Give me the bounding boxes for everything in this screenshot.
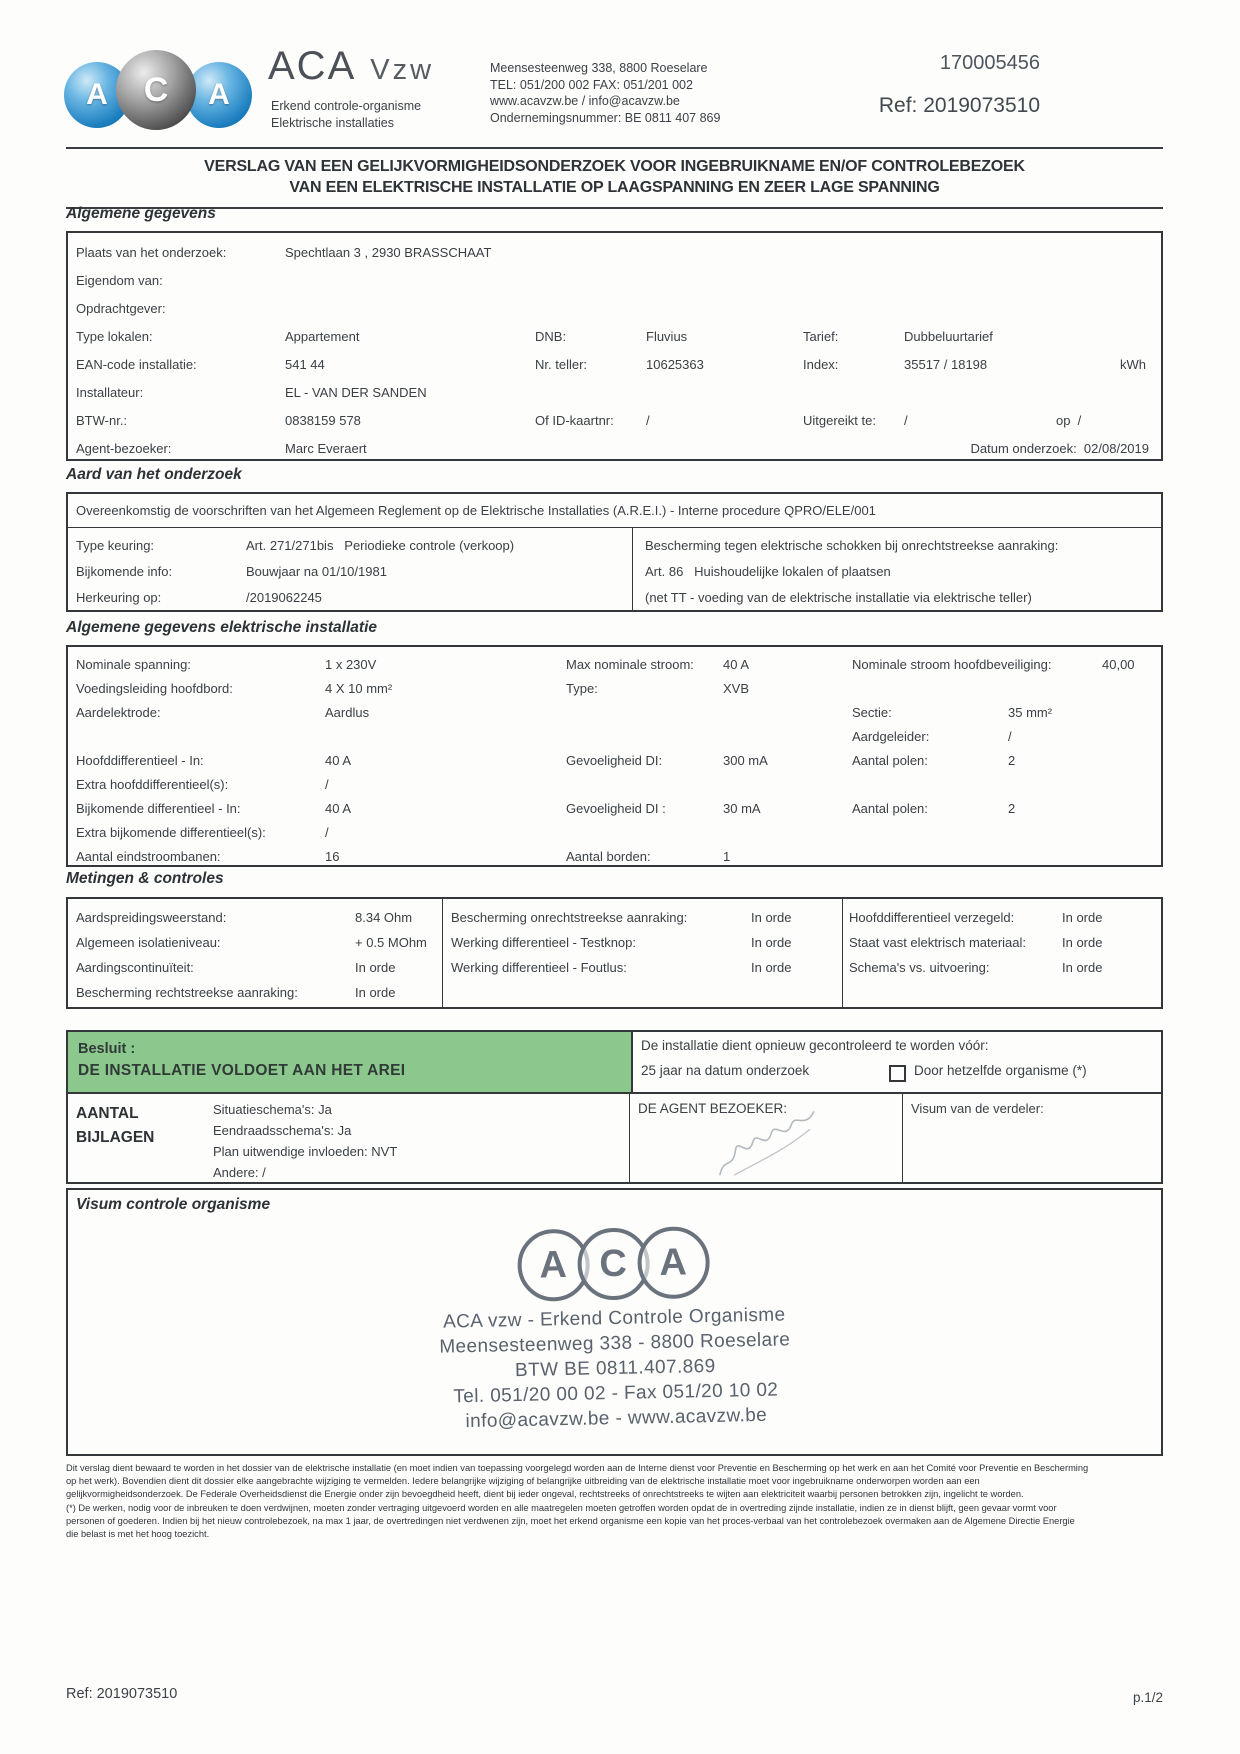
- field-label: Bescherming rechtstreekse aanraking:: [76, 985, 298, 1000]
- company-address-block: [490, 60, 720, 126]
- report-title-line2: VAN EEN ELEKTRISCHE INSTALLATIE OP LAAGSPANNING EN ZEER LAGE SPANNING: [289, 179, 940, 196]
- address-line: Meensesteenweg 338, 8800 Roeselare: [490, 61, 708, 75]
- footnote-line: op het werk). Bovendien dient dit dossier elke aangebrachte wijziging te vermelden. Iedere belangrijke wijziging of belangrijke uitbreiding van de elektrische installatie moet voor ingebruikname onderworpen worden aan een: [66, 1476, 980, 1487]
- metingen-column-2: [443, 899, 843, 1007]
- field-value: 1: [723, 849, 731, 864]
- aard-columns: [68, 528, 1161, 611]
- aard-intro-text: Overeenkomstig de voorschriften van het Algemeen Reglement op de Elektrische Installaties (A.R.E.I.) - Interne procedure QPRO/ELE/001: [68, 494, 1161, 528]
- table-row: [843, 955, 1161, 980]
- field-value: In orde: [355, 960, 396, 975]
- field-value: Appartement: [285, 329, 360, 344]
- field-label: Nominale stroom hoofdbeveiliging:: [852, 657, 1052, 672]
- field-value: 2: [1008, 753, 1016, 768]
- stamp-text-line: ACA vzw - Erkend Controle Organisme: [442, 1304, 786, 1333]
- recheck-period: 25 jaar na datum onderzoek: [641, 1063, 810, 1078]
- field-value: Bouwjaar na 01/10/1981: [246, 564, 387, 579]
- field-value: In orde: [751, 935, 792, 950]
- field-label: Type lokalen:: [76, 329, 153, 344]
- table-row: [68, 585, 632, 611]
- algemene-gegevens-box: [66, 231, 1163, 461]
- table-row: [68, 435, 1161, 463]
- field-value: /: [325, 825, 329, 840]
- table-row: [68, 797, 1161, 821]
- field-label: Herkeuring op:: [76, 590, 162, 605]
- field-value: 35517 / 18198: [904, 357, 988, 372]
- field-value: In orde: [1062, 935, 1103, 950]
- footnote-line: personen of goederen. Indien bij het nieuw controlebezoek, na max 1 jaar, de overtredingen niet verdwenen zijn, moet het erkend organisme een kopie van het proces-verbaal van het controlebezoek overmaken aan de Algemene Directie Energie: [66, 1515, 1075, 1526]
- field-value: In orde: [751, 910, 792, 925]
- field-value: 541 44: [285, 357, 325, 372]
- field-label: Extra hoofddifferentieel(s):: [76, 777, 229, 792]
- bijlagen-title-line: AANTAL: [76, 1105, 139, 1122]
- same-organism-checkbox-icon: [889, 1065, 906, 1082]
- footnote-line: gelijkvormigheidsonderzoek. De Federale Overheidsdienst die Energie onder zijn bevoegdheid heeft, dient bij ieder ongeval, rechtstreeks of onrechtstreeks te wijten aan elektriciteit waarbij personen betrokken zijn, ingelicht te worden.: [66, 1489, 1024, 1500]
- aard-onderzoek-box: [66, 492, 1163, 612]
- field-value: + 0.5 MOhm: [355, 935, 427, 950]
- stamp-text-line: info@acavzw.be - www.acavzw.be: [465, 1404, 768, 1433]
- aca-stamp: [66, 1217, 1163, 1443]
- field-label: Gevoeligheid DI :: [566, 801, 666, 816]
- address-line: Ondernemingsnummer: BE 0811 407 869: [490, 110, 721, 125]
- table-row: [68, 295, 1161, 323]
- table-row: [68, 533, 632, 559]
- field-value: 30 mA: [723, 801, 761, 816]
- table-row: [68, 677, 1161, 701]
- table-row: [68, 379, 1161, 407]
- field-label: Algemeen isolatieniveau:: [76, 935, 221, 950]
- metingen-controles-box: [66, 897, 1163, 1009]
- field-value: In orde: [1062, 960, 1103, 975]
- section-heading-metingen-controles: Metingen & controles: [66, 870, 224, 887]
- logo-sphere-blue-right-icon: [186, 62, 252, 128]
- footnote-line: (*) De werken, nodig voor de inbreuken te doen verdwijnen, moeten zonder vertraging uitgevoerd worden en alle maatregelen moeten getroffen worden opdat de in overtreding zijnde installatie, indien ze in dienst blijft, geen gevaar vormt voor: [66, 1502, 1057, 1513]
- bijlagen-cell: [68, 1094, 630, 1182]
- stamp-text-line: Tel. 051/20 00 02 - Fax 051/20 10 02: [453, 1379, 779, 1408]
- field-label: Max nominale stroom:: [566, 657, 694, 672]
- stamp-letter: C: [598, 1242, 628, 1285]
- company-name: [268, 44, 434, 89]
- legal-footnote: [66, 1462, 1176, 1541]
- field-value: 40 A: [723, 657, 750, 672]
- table-row: [68, 749, 1161, 773]
- footnote-line: Dit verslag dient bewaard te worden in het dossier van de elektrische installatie (en moet indien van toepassing voorgelegd worden aan de Interne dienst voor Preventie en Bescherming op het werk en aan het Comité voor Preventie en Bescherming: [66, 1463, 1089, 1473]
- field-label: Type keuring:: [76, 538, 155, 553]
- table-row: [443, 905, 842, 930]
- field-label: Werking differentieel - Testknop:: [451, 935, 636, 950]
- field-value: /2019062245: [246, 590, 322, 605]
- list-item: Eendraadsschema's: Ja: [213, 1123, 352, 1138]
- stamp-text-line: BTW BE 0811.407.869: [514, 1355, 716, 1382]
- field-label: Aardelektrode:: [76, 705, 161, 720]
- aca-logo: [64, 42, 264, 142]
- company-subtitle: [271, 98, 421, 132]
- field-value: Fluvius: [646, 329, 688, 344]
- field-label: Schema's vs. uitvoering:: [849, 960, 990, 975]
- report-title-line1: VERSLAG VAN EEN GELIJKVORMIGHEIDSONDERZOEK VOOR INGEBRUIKNAME EN/OF CONTROLEBEZOEK: [204, 158, 1025, 175]
- company-subtitle-line: Erkend controle-organisme: [271, 99, 422, 113]
- logo-letter: A: [208, 78, 230, 111]
- field-value: EL - VAN DER SANDEN: [285, 385, 427, 400]
- field-label: Voedingsleiding hoofdbord:: [76, 681, 233, 696]
- table-row: [68, 351, 1161, 379]
- field-label: Aantal eindstroombanen:: [76, 849, 221, 864]
- field-value: 0838159 578: [285, 413, 361, 428]
- table-row: [68, 930, 442, 955]
- address-line: TEL: 051/200 002 FAX: 051/201 002: [490, 77, 693, 92]
- field-label: Nr. teller:: [535, 357, 588, 372]
- field-label: Installateur:: [76, 385, 144, 400]
- logo-letter: C: [143, 70, 169, 109]
- protection-line: Art. 86 Huishoudelijke lokalen of plaatsen: [645, 564, 891, 579]
- field-unit: kWh: [1120, 357, 1146, 372]
- field-value: Spechtlaan 3 , 2930 BRASSCHAAT: [285, 245, 492, 260]
- field-label: Bijkomende info:: [76, 564, 173, 579]
- field-label: Agent-bezoeker:: [76, 441, 172, 456]
- table-row: [443, 955, 842, 980]
- bijlagen-row: [66, 1094, 1163, 1184]
- field-value: Art. 271/271bis Periodieke controle (verkoop): [246, 538, 515, 553]
- besluit-row: [66, 1030, 1163, 1094]
- address-line: www.acavzw.be / info@acavzw.be: [490, 94, 680, 108]
- bijlagen-title-line: BIJLAGEN: [76, 1129, 155, 1146]
- list-item: Andere: /: [213, 1165, 266, 1180]
- bijlagen-items: [213, 1099, 397, 1183]
- field-value: 300 mA: [723, 753, 768, 768]
- field-label: Aantal polen:: [852, 753, 928, 768]
- logo-sphere-gray-center-icon: [116, 50, 196, 130]
- field-value: /: [1008, 729, 1012, 744]
- footnote-line: die belast is met het hoog toezicht.: [66, 1529, 210, 1540]
- field-value: 4 X 10 mm²: [325, 681, 393, 696]
- field-value: Aardlus: [325, 705, 370, 720]
- aard-left-column: [68, 528, 633, 611]
- table-row: [443, 930, 842, 955]
- bijlagen-title: [76, 1102, 154, 1150]
- visum-controle-box: [66, 1188, 1163, 1456]
- field-label: Sectie:: [852, 705, 892, 720]
- protection-line: (net TT - voeding van de elektrische installatie via elektrische teller): [645, 590, 1032, 605]
- field-label: Aantal polen:: [852, 801, 928, 816]
- agent-signature-cell: [630, 1094, 903, 1182]
- same-organism-checkbox-label: Door hetzelfde organisme (*): [914, 1063, 1087, 1078]
- stamp-letter: A: [658, 1240, 688, 1284]
- field-value: /: [646, 413, 650, 428]
- field-label: Aardingscontinuïteit:: [76, 960, 194, 975]
- field-label: Aardspreidingsweerstand:: [76, 910, 227, 925]
- footer-page-number: p.1/2: [1132, 1690, 1163, 1705]
- field-value: XVB: [723, 681, 750, 696]
- besluit-result-text: DE INSTALLATIE VOLDOET AAN HET AREI: [78, 1062, 406, 1079]
- field-label: Gevoeligheid DI:: [566, 753, 663, 768]
- table-row: [843, 930, 1161, 955]
- table-row: [68, 821, 1161, 845]
- field-label: Plaats van het onderzoek:: [76, 245, 227, 260]
- section-heading-algemene-gegevens: Algemene gegevens: [66, 205, 216, 222]
- document-number: 170005456: [939, 52, 1040, 74]
- table-row: [68, 845, 1161, 869]
- table-row: [68, 267, 1161, 295]
- field-label: Eigendom van:: [76, 273, 163, 288]
- elektrische-installatie-box: [66, 645, 1163, 867]
- company-subtitle-line: Elektrische installaties: [271, 116, 394, 130]
- field-label: Hoofddifferentieel - In:: [76, 753, 204, 768]
- field-label: Bescherming onrechtstreekse aanraking:: [451, 910, 688, 925]
- verdeler-label: Visum van de verdeler:: [911, 1101, 1044, 1116]
- company-name-main: ACA: [268, 44, 357, 88]
- table-row: [68, 653, 1161, 677]
- table-row: [68, 725, 1161, 749]
- logo-letter: A: [86, 78, 108, 111]
- besluit-recheck-box: [633, 1032, 1161, 1092]
- company-name-suffix: Vzw: [370, 54, 435, 86]
- metingen-column-3: [843, 899, 1161, 1007]
- field-label: Tarief:: [803, 329, 839, 344]
- stamp-circle-icon: [636, 1226, 709, 1299]
- field-value: 16: [325, 849, 340, 864]
- field-value: Marc Everaert: [285, 441, 367, 456]
- field-label: Opdrachtgever:: [76, 301, 166, 316]
- table-row: [843, 905, 1161, 930]
- field-label: DNB:: [535, 329, 567, 344]
- section-heading-visum: Visum controle organisme: [76, 1196, 271, 1213]
- protection-line: Bescherming tegen elektrische schokken bij onrechtstreekse aanraking:: [645, 538, 1059, 553]
- field-value: 10625363: [646, 357, 704, 372]
- footer-ref: Ref: 2019073510: [66, 1686, 178, 1702]
- field-label: Uitgereikt te:: [803, 413, 876, 428]
- table-row: [68, 773, 1161, 797]
- field-label: Bijkomende differentieel - In:: [76, 801, 241, 816]
- field-value: Datum onderzoek: 02/08/2019: [970, 441, 1149, 456]
- field-label: EAN-code installatie:: [76, 357, 197, 372]
- section-heading-aard-onderzoek: Aard van het onderzoek: [66, 466, 242, 483]
- list-item: Situatieschema's: Ja: [213, 1102, 332, 1117]
- field-label: Nominale spanning:: [76, 657, 191, 672]
- stamp-text-line: Meensesteenweg 338 - 8800 Roeselare: [439, 1329, 791, 1358]
- besluit-result-box: [68, 1032, 633, 1092]
- field-label: Hoofddifferentieel verzegeld:: [849, 910, 1015, 925]
- field-label: Type:: [566, 681, 598, 696]
- table-row: [68, 239, 1161, 267]
- field-label: Of ID-kaartnr:: [535, 413, 614, 428]
- list-item: Plan uitwendige invloeden: NVT: [213, 1144, 398, 1159]
- table-row: [68, 955, 442, 980]
- aard-right-column: [633, 528, 1161, 611]
- table-row: [68, 559, 632, 585]
- field-value: In orde: [751, 960, 792, 975]
- stamp-letter: A: [538, 1243, 568, 1287]
- field-label: Index:: [803, 357, 839, 372]
- field-value: In orde: [355, 985, 396, 1000]
- report-title: [66, 147, 1163, 209]
- field-label: BTW-nr.:: [76, 413, 128, 428]
- recheck-title: De installatie dient opnieuw gecontroleerd te worden vóór:: [641, 1038, 989, 1053]
- field-value: 8.34 Ohm: [355, 910, 413, 925]
- field-label: Staat vast elektrisch materiaal:: [849, 935, 1027, 950]
- field-value: In orde: [1062, 910, 1103, 925]
- field-value: 2: [1008, 801, 1016, 816]
- field-value: /: [325, 777, 329, 792]
- field-value: 1 x 230V: [325, 657, 377, 672]
- field-value: 35 mm²: [1008, 705, 1053, 720]
- field-label: Aardgeleider:: [852, 729, 930, 744]
- field-label: Werking differentieel - Foutlus:: [451, 960, 627, 975]
- table-row: [68, 980, 442, 1005]
- field-value: /: [904, 413, 908, 428]
- field-value: 40 A: [325, 801, 352, 816]
- field-label: Aantal borden:: [566, 849, 651, 864]
- verdeler-visum-cell: [903, 1094, 1161, 1182]
- table-row: [68, 407, 1161, 435]
- field-value: Dubbeluurtarief: [904, 329, 993, 344]
- field-label: Extra bijkomende differentieel(s):: [76, 825, 266, 840]
- besluit-label: Besluit :: [78, 1041, 136, 1057]
- table-row: [68, 323, 1161, 351]
- agent-label: DE AGENT BEZOEKER:: [638, 1101, 788, 1116]
- section-heading-elektrische-installatie: Algemene gegevens elektrische installatie: [66, 619, 377, 636]
- metingen-column-1: [68, 899, 443, 1007]
- field-value: op /: [1056, 413, 1082, 428]
- document-ref: Ref: 2019073510: [878, 94, 1040, 117]
- field-value: 40,00: [1102, 657, 1135, 672]
- field-value: 40 A: [325, 753, 352, 768]
- table-row: [68, 701, 1161, 725]
- table-row: [68, 905, 442, 930]
